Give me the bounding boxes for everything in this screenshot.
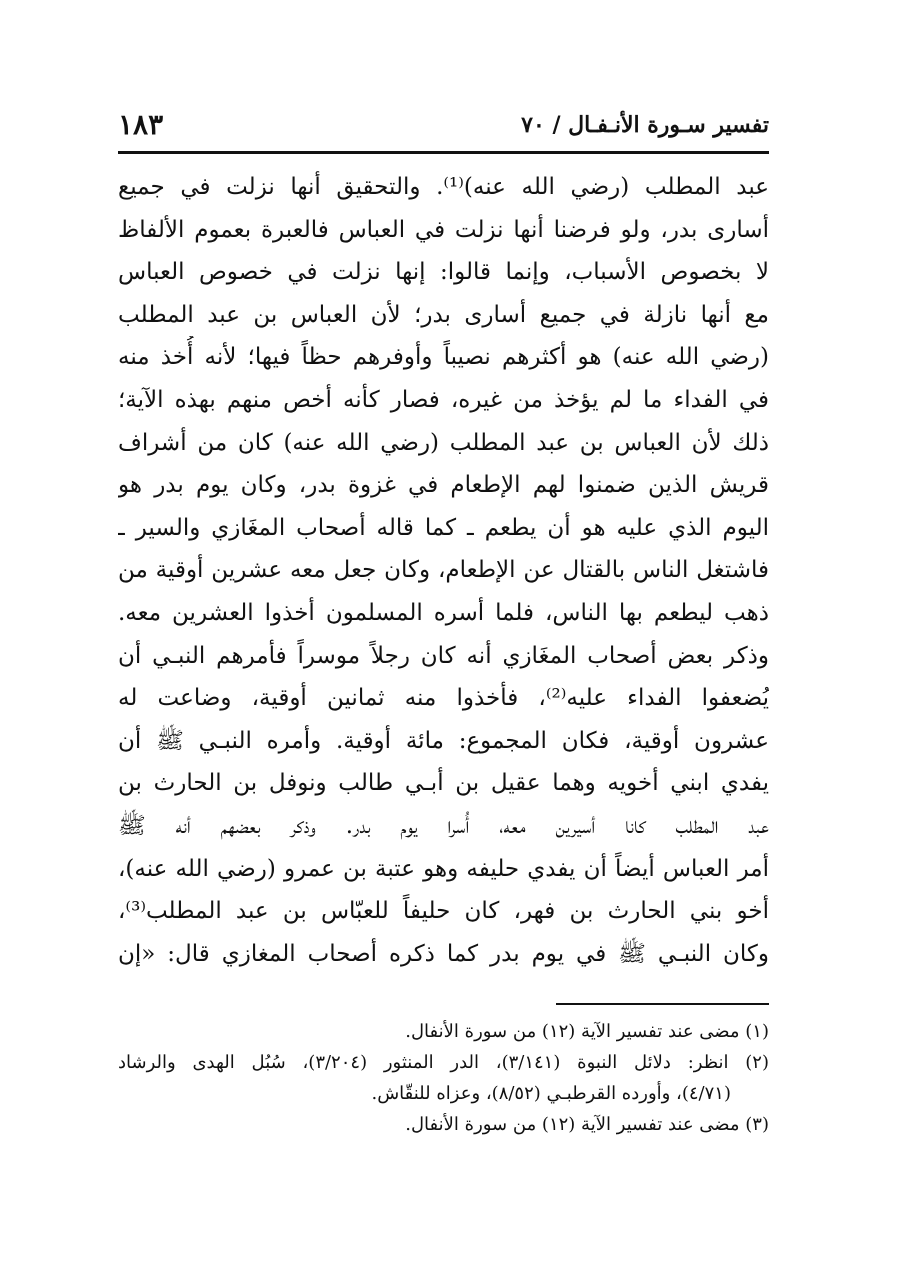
text-line: قريش الذين ضمنوا لهم الإطعام في غزوة بدر، وكان يوم بدر هو	[118, 472, 769, 499]
text-line: عشرون أوقية، فكان المجموع: مائة أوقية. وأمره النبـي ﷺ أن	[118, 727, 769, 754]
page-number: ١٨٣	[118, 108, 164, 141]
text-line: عبد المطلب (رضي الله عنه)⁽¹⁾. والتحقيق أنها نزلت في جميع	[118, 174, 769, 200]
text-line: عبد المطلب كانا أسيرين معه، أُسرا يوم بدر. وذكر بعضهم أنه ﷺ	[118, 812, 769, 839]
footnote-1: (١) مضى عند تفسير الآية (١٢) من سورة الأنفال.	[405, 1021, 769, 1042]
text-line: وذكر بعض أصحاب المغَازي أنه كان رجلاً موسراً فأمرهم النبـي أن	[118, 642, 769, 669]
header-rule	[118, 151, 769, 154]
text-line: لا بخصوص الأسباب، وإنما قالوا: إنها نزلت في خصوص العباس	[118, 259, 769, 286]
running-title: تفسير سـورة الأنـفـال / ٧٠	[521, 112, 769, 138]
text-line: (رضي الله عنه) هو أكثرهم نصيباً وأوفرهم حظاً فيها؛ لأنه أُخذ منه	[118, 344, 769, 371]
text-line: يُضعفوا الفداء عليه⁽²⁾، فأخذوا منه ثمانين أوقية، وضاعت له	[118, 685, 769, 712]
footnote-3: (٣) مضى عند تفسير الآية (١٢) من سورة الأنفال.	[405, 1114, 769, 1135]
text-line: أسارى بدر، ولو فرضنا أنها نزلت في العباس فالعبرة بعموم الألفاظ	[118, 216, 769, 243]
footnotes	[118, 1016, 769, 1140]
text-line: فاشتغل الناس بالقتال عن الإطعام، وكان جعل معه عشرين أوقية من	[118, 557, 769, 584]
running-header	[118, 108, 769, 154]
text-line: مع أنها نازلة في جميع أسارى بدر؛ لأن العباس بن عبد المطلب	[118, 301, 769, 328]
main-text	[118, 166, 769, 975]
footnote-2-continuation: (٤/٧١)، وأورده القرطبـي (٨/٥٢)، وعزاه للنقّاش.	[371, 1083, 731, 1104]
text-line: ذهب ليطعم بها الناس، فلما أسره المسلمون أخذوا العشرين معه.	[118, 599, 769, 626]
text-line: أخو بني الحارث بن فهر، كان حليفاً للعبّاس بن عبد المطلب⁽³⁾،	[118, 898, 769, 925]
text-line: أمر العباس أيضاً أن يفدي حليفه وهو عتبة بن عمرو (رضي الله عنه)،	[118, 855, 769, 882]
text-line: وكان النبـي ﷺ في يوم بدر كما ذكره أصحاب المغازي قال: «إن	[118, 940, 769, 967]
text-line: اليوم الذي عليه هو أن يطعم ـ كما قاله أصحاب المغَازي والسير ـ	[118, 514, 769, 541]
text-line: في الفداء ما لم يؤخذ من غيره، فصار كأنه أخص منهم بهذه الآية؛	[118, 386, 769, 413]
footnote-2: (٢) انظر: دلائل النبوة (٣/١٤١)، الدر المنثور (٣/٢٠٤)، سُبُل الهدى والرشاد	[118, 1052, 769, 1073]
text-line: يفدي ابني أخويه وهما عقيل بن أبـي طالب ونوفل بن الحارث بن	[118, 770, 769, 797]
footnote-separator	[556, 1003, 769, 1005]
text-line: ذلك لأن العباس بن عبد المطلب (رضي الله عنه) كان من أشراف	[118, 429, 769, 456]
